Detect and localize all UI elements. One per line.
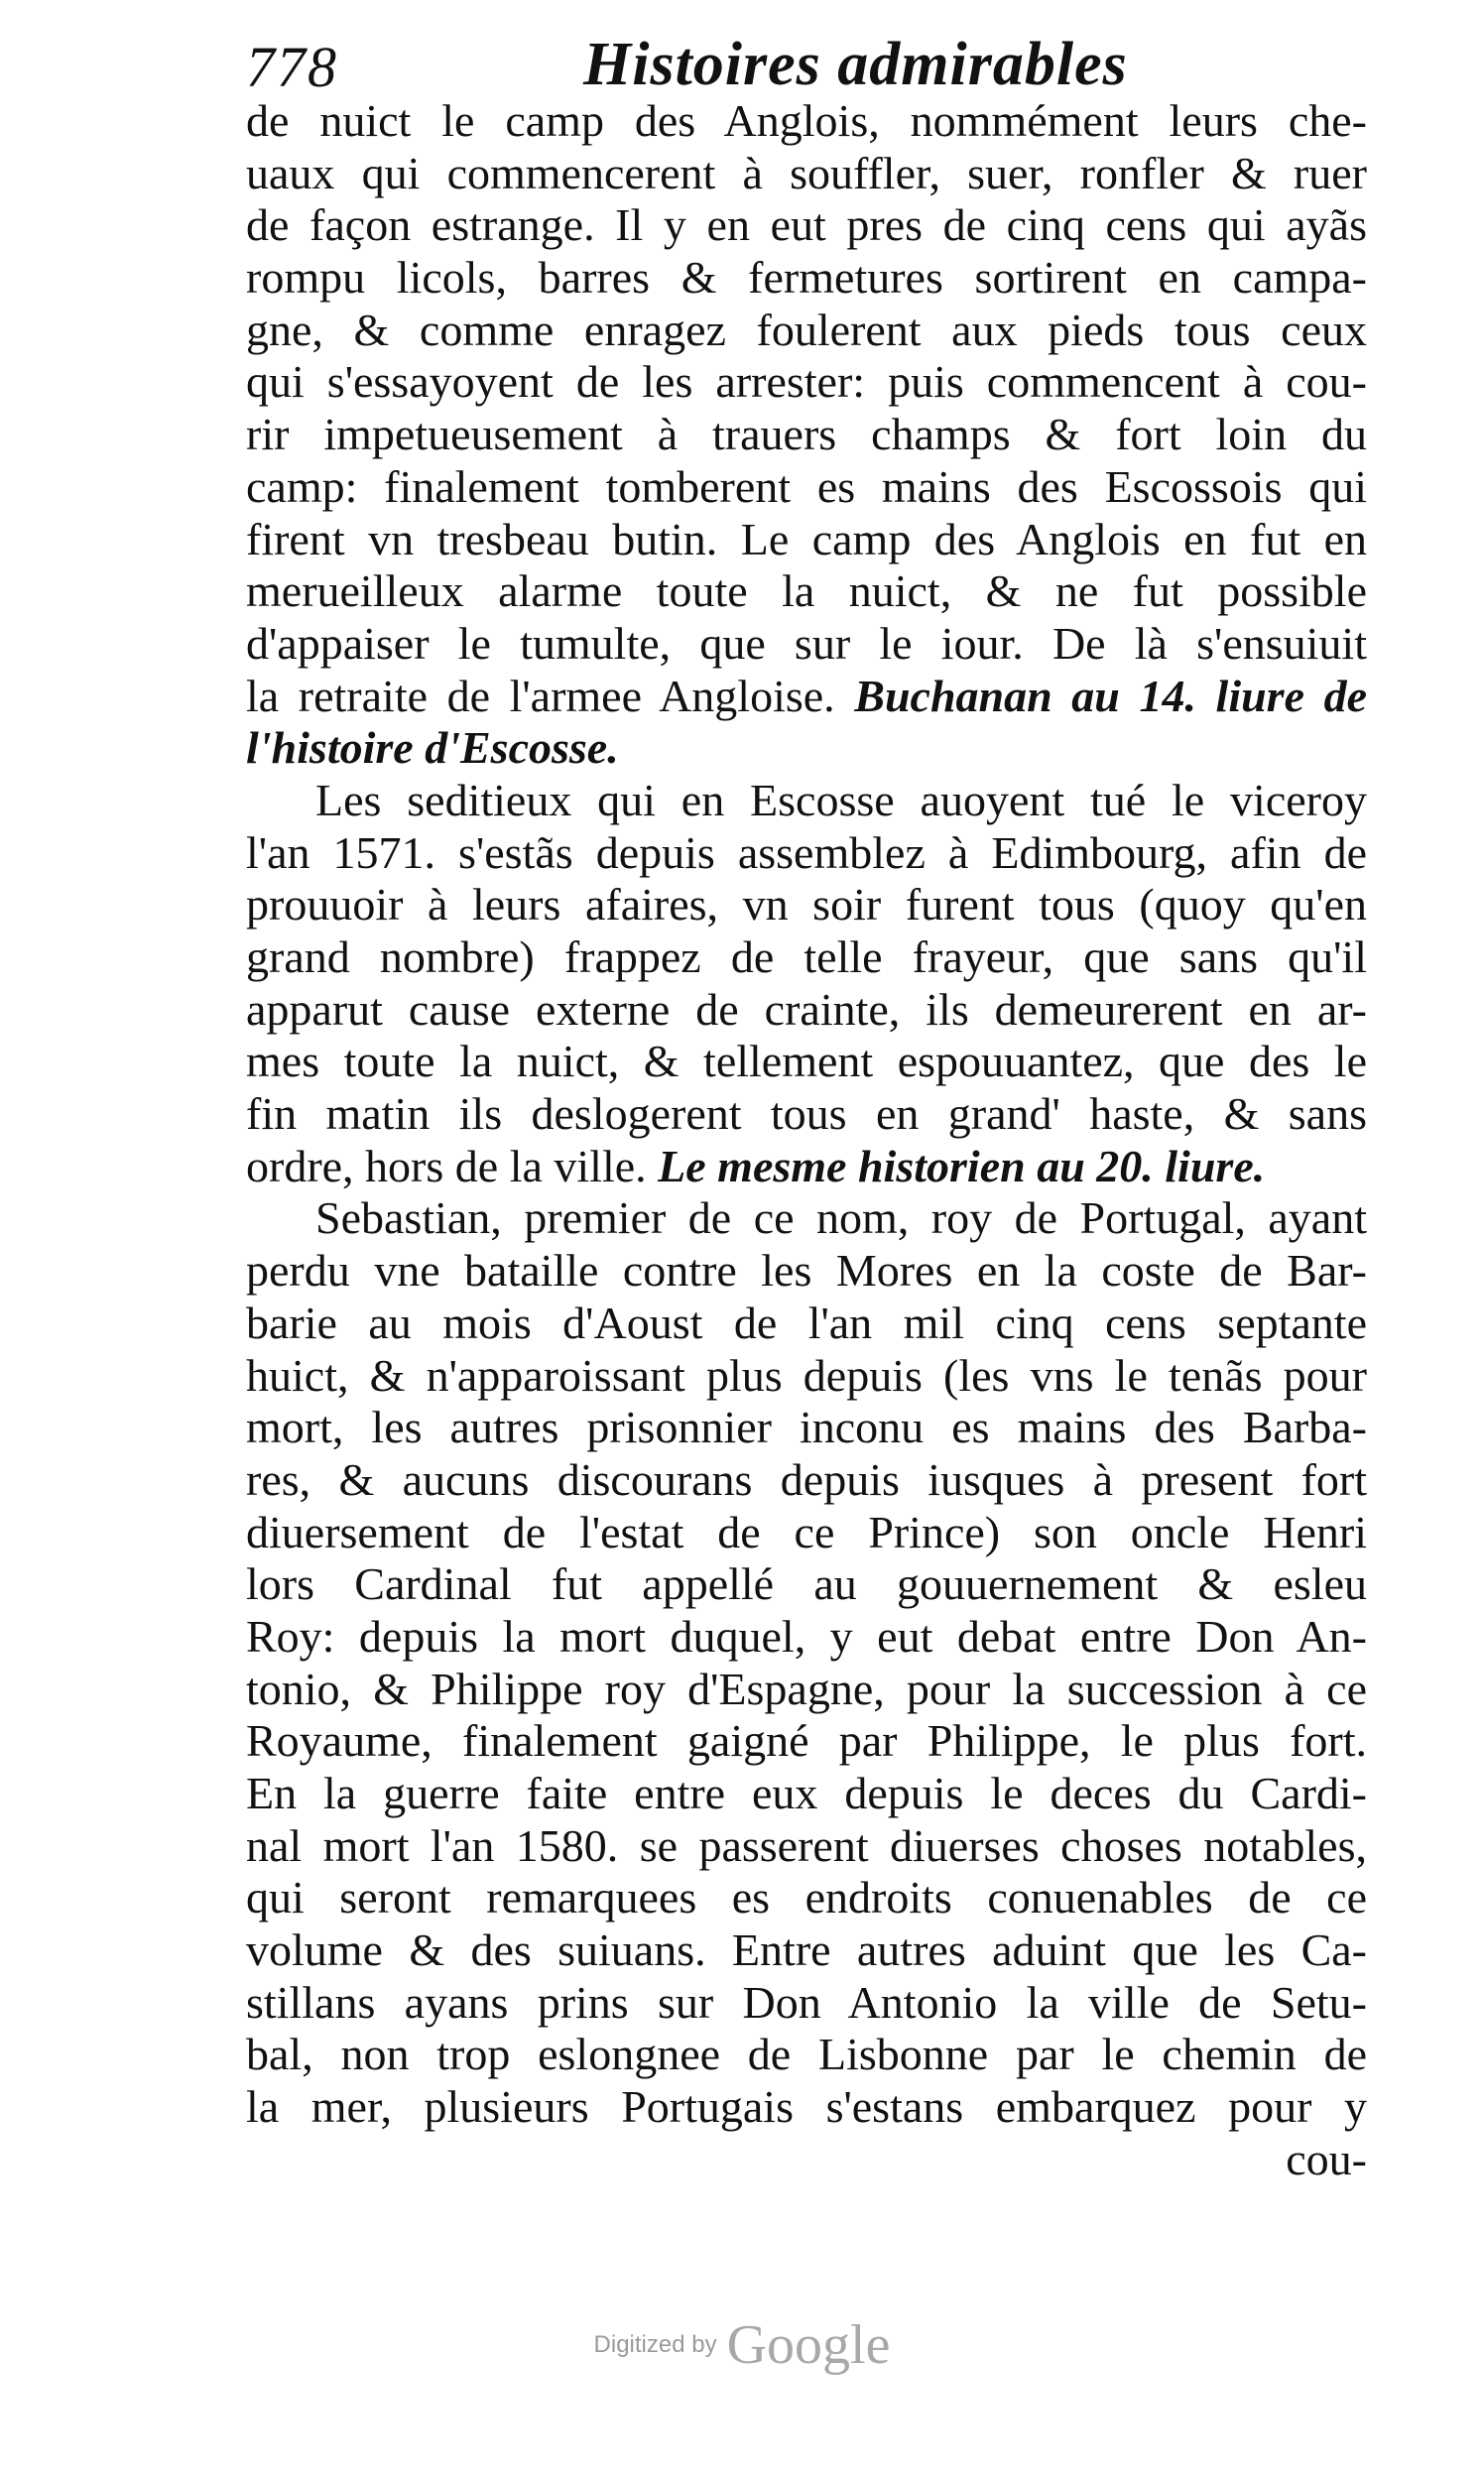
line-text: de façon estrange. Il y en eut pres de cinq cens qui ayãs bbox=[246, 199, 1367, 251]
text-line bbox=[246, 1507, 1367, 1559]
line-text: rir impetueusement à trauers champs & fort loin du bbox=[246, 409, 1367, 460]
line-text: barie au mois d'Aoust de l'an mil cinq cens septante bbox=[246, 1297, 1367, 1348]
line-text: mes toute la nuict, & tellement espouuantez, que des le bbox=[246, 1036, 1367, 1087]
line-text: apparut cause externe de crainte, ils demeurerent en ar- bbox=[246, 983, 1367, 1035]
text-line bbox=[246, 775, 1367, 827]
line-text: ordre, hors de la ville. bbox=[246, 1140, 647, 1191]
line-text: camp: finalement tomberent es mains des Escossois qui bbox=[246, 460, 1367, 512]
source-reference: Le mesme historien au 20. liure. bbox=[658, 1140, 1266, 1191]
text-line bbox=[246, 1141, 1367, 1193]
line-text: volume & des suiuans. Entre autres aduint que les Ca- bbox=[246, 1924, 1367, 1976]
line-text: grand nombre) frappez de telle frayeur, que sans qu'il bbox=[246, 931, 1367, 982]
line-text: qui s'essayoyent de les arrester: puis commencent à cou- bbox=[246, 356, 1367, 408]
text-line bbox=[246, 2081, 1367, 2134]
body-text bbox=[246, 95, 1367, 2186]
text-line bbox=[246, 1820, 1367, 1873]
text-line bbox=[246, 671, 1367, 723]
google-logo: Google bbox=[726, 2314, 891, 2376]
line-text: prouuoir à leurs afaires, vn soir furent tous (quoy qu'en bbox=[246, 879, 1367, 930]
line-text: firent vn tresbeau butin. Le camp des Anglois en fut en bbox=[246, 513, 1367, 564]
catchword bbox=[246, 2134, 1367, 2186]
text-line bbox=[246, 565, 1367, 618]
text-line bbox=[246, 1245, 1367, 1298]
text-line bbox=[246, 95, 1367, 148]
line-text: lors Cardinal fut appellé au gouuernement & esleu bbox=[246, 1558, 1367, 1610]
text-line bbox=[246, 356, 1367, 409]
line-text: d'appaiser le tumulte, que sur le iour. De là s'ensuiuit bbox=[246, 617, 1367, 669]
text-line bbox=[246, 305, 1367, 357]
text-line bbox=[246, 931, 1367, 984]
text-line bbox=[246, 1611, 1367, 1664]
text-line bbox=[246, 1924, 1367, 1977]
page-number: 778 bbox=[246, 35, 338, 99]
source-reference: Buchanan au 14. liure de bbox=[854, 670, 1367, 721]
text-line bbox=[246, 722, 1367, 775]
book-page bbox=[246, 30, 1367, 2311]
catchword-text: cou- bbox=[1286, 2133, 1367, 2184]
line-text: gne, & comme enragez foulerent aux pieds tous ceux bbox=[246, 304, 1367, 355]
text-line bbox=[246, 1454, 1367, 1507]
running-header bbox=[246, 30, 1367, 99]
text-line bbox=[246, 2029, 1367, 2081]
line-text: Sebastian, premier de ce nom, roy de Portugal, ayant bbox=[315, 1192, 1367, 1244]
line-text: la retraite de l'armee Angloise. bbox=[246, 670, 835, 721]
text-line bbox=[246, 1036, 1367, 1088]
text-line bbox=[246, 1298, 1367, 1350]
line-text: qui seront remarquees es endroits conuenables de ce bbox=[246, 1872, 1367, 1923]
line-text: diuersement de l'estat de ce Prince) son oncle Henri bbox=[246, 1506, 1367, 1557]
text-line bbox=[246, 1715, 1367, 1768]
text-line bbox=[246, 252, 1367, 305]
text-line bbox=[246, 199, 1367, 252]
line-text: merueilleux alarme toute la nuict, & ne fut possible bbox=[246, 565, 1367, 617]
text-line bbox=[246, 984, 1367, 1037]
line-text: stillans ayans prins sur Don Antonio la ville de Setu- bbox=[246, 1976, 1367, 2028]
line-text: l'an 1571. s'estãs depuis assemblez à Edimbourg, afin de bbox=[246, 826, 1367, 878]
line-text: nal mort l'an 1580. se passerent diuerses choses notables, bbox=[246, 1819, 1367, 1871]
line-text: En la guerre faite entre eux depuis le deces du Cardi- bbox=[246, 1768, 1367, 1818]
text-line bbox=[246, 1402, 1367, 1454]
running-title: Histoires admirables bbox=[583, 31, 1128, 98]
line-text: Les seditieux qui en Escosse auoyent tué le viceroy bbox=[315, 774, 1367, 825]
line-text: de nuict le camp des Anglois, nommément leurs che- bbox=[246, 95, 1367, 146]
line-text: mort, les autres prisonnier inconu es mains des Barba- bbox=[246, 1402, 1367, 1453]
line-text: res, & aucuns discourans depuis iusques à present fort bbox=[246, 1453, 1367, 1505]
text-line bbox=[246, 827, 1367, 880]
text-line bbox=[246, 618, 1367, 671]
text-line bbox=[246, 1088, 1367, 1141]
text-line bbox=[246, 409, 1367, 461]
line-text: Royaume, finalement gaigné par Philippe, le plus fort. bbox=[246, 1715, 1367, 1767]
line-text: bal, non trop eslongnee de Lisbonne par le chemin de bbox=[246, 2029, 1367, 2080]
line-text: uaux qui commencerent à souffler, suer, ronfler & ruer bbox=[246, 147, 1367, 198]
text-line bbox=[246, 514, 1367, 566]
text-line bbox=[246, 1768, 1367, 1820]
line-text: huict, & n'apparoissant plus depuis (les vns le tenãs pour bbox=[246, 1349, 1367, 1401]
line-text: rompu licols, barres & fermetures sortirent en campa- bbox=[246, 252, 1367, 304]
line-text: tonio, & Philippe roy d'Espagne, pour la succession à ce bbox=[246, 1663, 1367, 1714]
line-text: fin matin ils deslogerent tous en grand' haste, & sans bbox=[246, 1088, 1367, 1140]
text-line bbox=[246, 1350, 1367, 1403]
digitization-footer bbox=[0, 2313, 1484, 2393]
line-text: Roy: depuis la mort duquel, y eut debat entre Don An- bbox=[246, 1610, 1367, 1662]
text-line bbox=[246, 1664, 1367, 1716]
text-line bbox=[246, 1872, 1367, 1924]
text-line bbox=[246, 879, 1367, 931]
line-text: perdu vne bataille contre les Mores en la coste de Bar- bbox=[246, 1245, 1367, 1297]
text-line bbox=[246, 1192, 1367, 1245]
text-line bbox=[246, 1977, 1367, 2030]
line-text: la mer, plusieurs Portugais s'estans embarquez pour y bbox=[246, 2081, 1367, 2133]
source-reference: l'histoire d'Escosse. bbox=[246, 722, 619, 774]
text-line bbox=[246, 1558, 1367, 1611]
text-line bbox=[246, 461, 1367, 514]
text-line bbox=[246, 148, 1367, 200]
digitized-by-label: Digitized by bbox=[593, 2331, 717, 2358]
